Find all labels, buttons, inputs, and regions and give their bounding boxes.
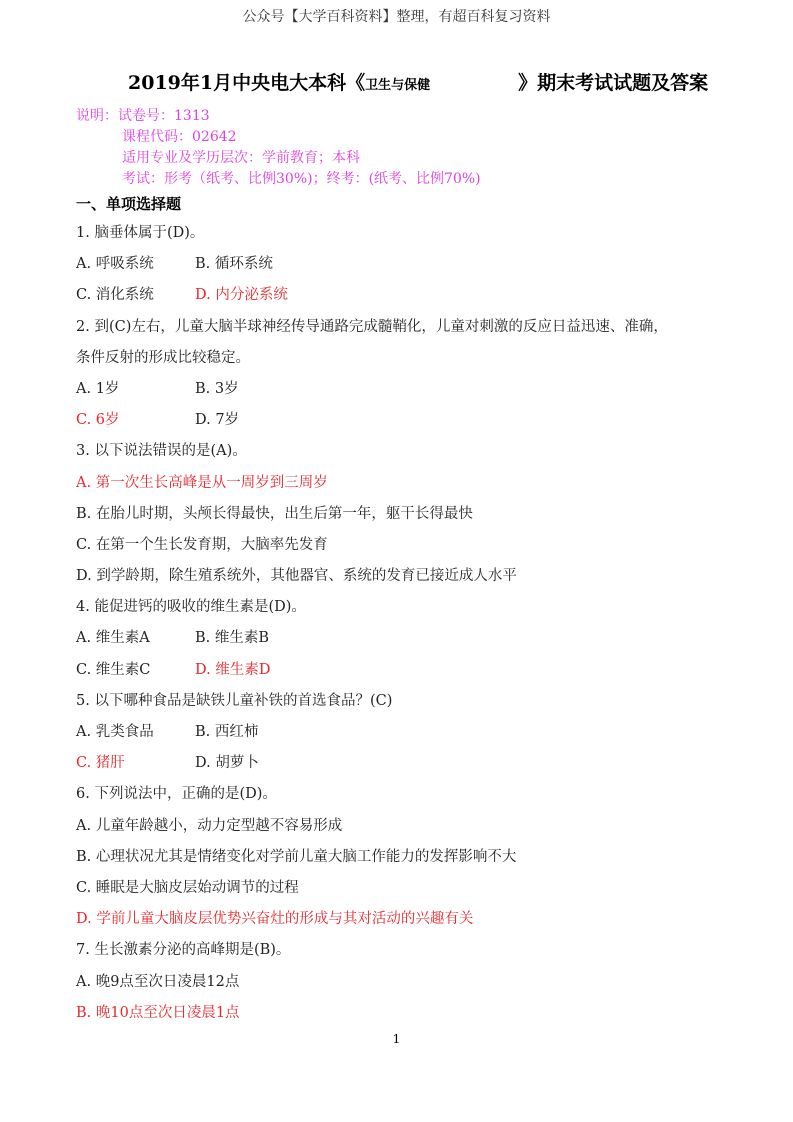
exam-description: [76, 106, 481, 190]
exam-weighting: 考试：形考（纸考、比例30%)；终考：(纸考、比例70%): [122, 171, 481, 187]
paper-number: 试卷号：1313: [118, 108, 210, 124]
line-text: B. 西红柿: [195, 724, 259, 740]
description-label: 说明：: [76, 108, 118, 124]
line-text: B. 在胎儿时期，头颅长得最快，出生后第一年，躯干长得最快: [76, 505, 473, 522]
line-text: 4. 能促进钙的吸收的维生素是(D)。: [76, 599, 306, 616]
line-text: A. 维生素A: [76, 630, 150, 647]
text-line: [76, 909, 726, 940]
text-line: [76, 473, 726, 504]
line-text: 条件反射的形成比较稳定。: [76, 349, 250, 366]
text-line: [76, 940, 726, 971]
line-text: D. 7岁: [195, 412, 240, 429]
text-line: [76, 972, 726, 1003]
applicable-major: 适用专业及学历层次：学前教育；本科: [122, 150, 360, 166]
text-line: [76, 660, 726, 691]
text-line: [76, 1003, 726, 1034]
header-note: 公众号【大学百科资料】整理，有超百科复习资料: [242, 9, 551, 25]
text-line: [76, 878, 726, 909]
line-text: C. 消化系统: [76, 287, 154, 304]
text-line: [76, 753, 726, 784]
text-line: [76, 628, 726, 659]
text-line: [76, 691, 726, 722]
line-text: B. 循环系统: [195, 256, 273, 273]
line-text: 7. 生长激素分泌的高峰期是(B)。: [76, 942, 291, 959]
line-text: 2. 到(C)左右，儿童大脑半球神经传导通路完成髓鞘化，儿童对刺激的反应日益迅速、准确，: [76, 318, 668, 335]
text-line: [76, 816, 726, 847]
line-text: 3. 以下说法错误的是(A)。: [76, 443, 247, 460]
line-text: D. 到学龄期，除生殖系统外，其他器官、系统的发育已接近成人水平: [76, 568, 517, 585]
page-number: 1: [392, 1032, 401, 1046]
line-text: A. 晚9点至次日凌晨12点: [76, 973, 240, 990]
title-suffix: 》期末考试试题及答案: [518, 72, 709, 94]
line-text: A. 乳类食品: [76, 724, 154, 740]
text-line: [76, 379, 726, 410]
question-list: [76, 223, 726, 1034]
answer-text: D. 学前儿童大脑皮层优势兴奋灶的形成与其对活动的兴趣有关: [76, 911, 474, 928]
answer-text: C. 6岁: [76, 412, 120, 429]
line-text: A. 儿童年龄越小，动力定型越不容易形成: [76, 817, 343, 834]
text-line: [76, 223, 726, 254]
text-line: [76, 566, 726, 597]
line-text: B. 心理状况尤其是情绪变化对学前儿童大脑工作能力的发挥影响不大: [76, 848, 517, 865]
text-line: [76, 784, 726, 815]
course-code: 课程代码：02642: [122, 129, 237, 145]
title-course: 卫生与保健: [365, 78, 431, 93]
text-line: [76, 285, 726, 316]
line-text: C. 睡眠是大脑皮层始动调节的过程: [76, 879, 299, 896]
text-line: [76, 535, 726, 566]
line-text: 5. 以下哪种食品是缺铁儿童补铁的首选食品？(C): [76, 692, 393, 709]
line-text: C. 维生素C: [76, 661, 151, 678]
text-line: [76, 504, 726, 535]
answer-text: D. 内分泌系统: [195, 287, 288, 304]
answer-text: B. 晚10点至次日凌晨1点: [76, 1004, 240, 1021]
line-text: D. 胡萝卜: [195, 755, 259, 772]
line-text: A. 呼吸系统: [76, 256, 154, 273]
text-line: [76, 722, 726, 753]
text-line: [76, 348, 726, 379]
title-prefix: 2019年1月中央电大本科《: [128, 72, 366, 94]
text-line: [76, 847, 726, 878]
text-line: [76, 254, 726, 285]
answer-text: C. 猪肝: [76, 755, 125, 772]
line-text: 1. 脑垂体属于(D)。: [76, 225, 205, 241]
line-text: B. 3岁: [195, 380, 239, 397]
text-line: [76, 317, 726, 348]
document-title: [128, 68, 708, 95]
text-line: [76, 410, 726, 441]
line-text: 6. 下列说法中，正确的是(D)。: [76, 786, 277, 803]
section-title: 一、单项选择题: [76, 195, 182, 213]
answer-text: D. 维生素D: [195, 661, 271, 678]
line-text: B. 维生素B: [195, 630, 270, 647]
line-text: C. 在第一个生长发育期，大脑率先发育: [76, 536, 328, 553]
line-text: A. 1岁: [76, 380, 120, 397]
text-line: [76, 441, 726, 472]
text-line: [76, 597, 726, 628]
answer-text: A. 第一次生长高峰是从一周岁到三周岁: [76, 474, 328, 491]
